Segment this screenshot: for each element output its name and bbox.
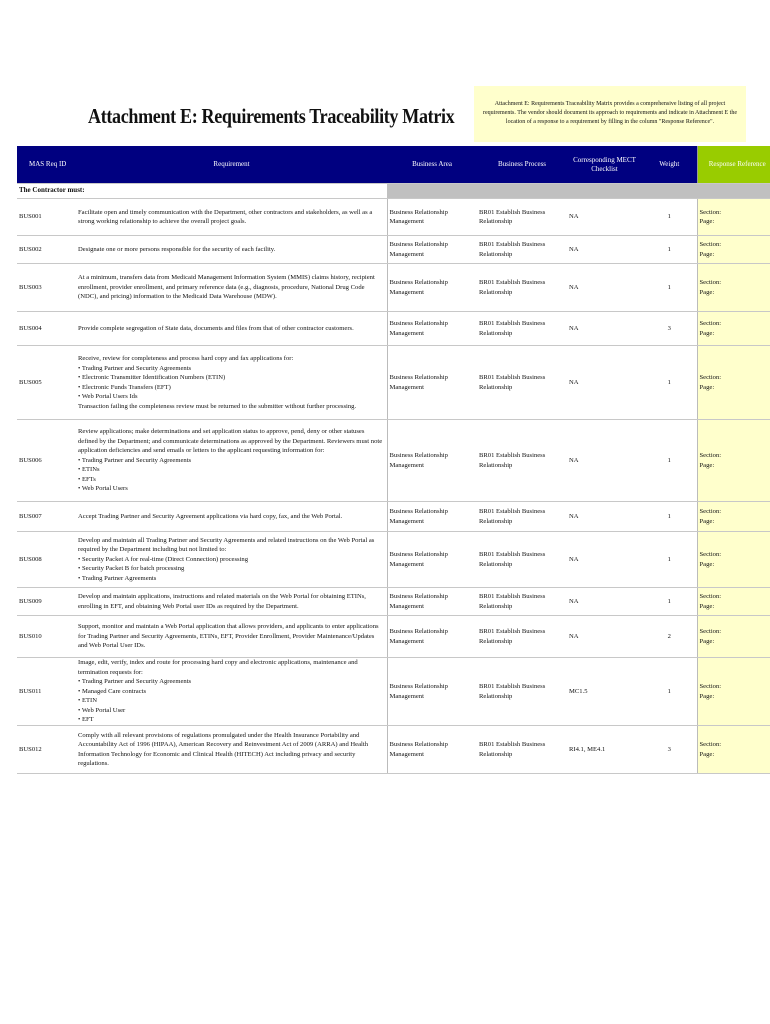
business-process-cell: BR01 Establish Business Relationship (477, 532, 567, 588)
response-reference-cell[interactable] (697, 346, 770, 420)
response-section-field[interactable]: Section: (699, 279, 722, 286)
business-area-cell: Business Relationship Management (387, 532, 477, 588)
business-process-cell: BR01 Establish Business Relationship (477, 264, 567, 312)
response-reference-cell[interactable] (697, 264, 770, 312)
requirement-cell (76, 532, 387, 588)
requirement-cell (76, 616, 387, 658)
req-id-cell: BUS004 (17, 312, 76, 346)
business-area-cell: Business Relationship Management (387, 346, 477, 420)
req-id-cell: BUS009 (17, 588, 76, 616)
requirement-cell (76, 236, 387, 264)
response-page-field[interactable]: Page: (699, 560, 715, 568)
requirement-line: • Web Portal Users (78, 485, 128, 493)
weight-cell: 1 (642, 532, 697, 588)
response-reference-cell[interactable] (697, 502, 770, 532)
req-id-cell: BUS011 (17, 658, 76, 726)
business-process-cell: BR01 Establish Business Relationship (477, 616, 567, 658)
section-label: The Contractor must: (17, 184, 387, 199)
business-area-cell: Business Relationship Management (387, 199, 477, 236)
response-page-field[interactable]: Page: (699, 637, 715, 645)
weight-cell: 3 (642, 726, 697, 774)
mect-checklist-cell: NA (567, 312, 642, 346)
weight-cell: 1 (642, 236, 697, 264)
response-section-field[interactable]: Section: (699, 320, 722, 327)
table-row (17, 726, 770, 774)
response-page-field[interactable]: Page: (699, 602, 715, 610)
response-page-field[interactable]: Page: (699, 329, 715, 337)
requirement-line: Receive, review for completeness and process hard copy and fax applications for: (78, 355, 294, 362)
req-id-cell: BUS010 (17, 616, 76, 658)
business-area-cell: Business Relationship Management (387, 588, 477, 616)
response-section-field[interactable]: Section: (699, 208, 722, 216)
section-grey-bar (387, 184, 770, 199)
requirement-line: Designate one or more persons responsible for the security of each facility. (78, 245, 276, 253)
mect-checklist-cell: NA (567, 264, 642, 312)
weight-cell: 1 (642, 420, 697, 502)
mect-checklist-cell: MC1.5 (567, 658, 642, 726)
requirement-line: Support, monitor and maintain a Web Portal application that allows providers, and applicants to enter applications for Trading Partner and Security Agreements, ETINs, EFT, Provider Enrollment, Provider Maintenance/Updates and Web Portal User IDs. (78, 623, 379, 650)
requirement-cell (76, 502, 387, 532)
table-row (17, 616, 770, 658)
response-reference-cell[interactable] (697, 420, 770, 502)
table-body (17, 199, 770, 774)
weight-cell: 1 (642, 588, 697, 616)
requirement-cell (76, 199, 387, 236)
business-area-cell: Business Relationship Management (387, 312, 477, 346)
response-page-field[interactable]: Page: (699, 461, 715, 469)
response-page-field[interactable]: Page: (699, 218, 715, 225)
mect-checklist-cell: NA (567, 502, 642, 532)
business-process-cell: BR01 Establish Business Relationship (477, 236, 567, 264)
table-row (17, 199, 770, 236)
weight-cell: 1 (642, 346, 697, 420)
business-process-cell: BR01 Establish Business Relationship (477, 346, 567, 420)
requirement-cell (76, 312, 387, 346)
response-page-field[interactable]: Page: (699, 250, 715, 258)
business-process-cell: BR01 Establish Business Relationship (477, 420, 567, 502)
business-process-cell: BR01 Establish Business Relationship (477, 658, 567, 726)
requirement-line: Review applications; make determinations and set application status to approve, pend, deny or other statuses defined by the Department; and communicate determinations as approved by the Department. Reviewers must note application deficiencies and send emails or letters to the applicant requesting information for: (78, 428, 383, 455)
requirement-line: • Trading Partner and Security Agreements (78, 456, 192, 464)
requirement-cell (76, 658, 387, 726)
table-row (17, 658, 770, 726)
business-area-cell: Business Relationship Management (387, 236, 477, 264)
requirement-line: • Web Portal User (78, 706, 126, 714)
weight-cell: 1 (642, 502, 697, 532)
business-process-cell: BR01 Establish Business Relationship (477, 312, 567, 346)
response-section-field[interactable]: Section: (699, 452, 722, 459)
response-reference-cell[interactable] (697, 588, 770, 616)
business-process-cell: BR01 Establish Business Relationship (477, 726, 567, 774)
mect-checklist-cell: NA (567, 532, 642, 588)
header-business-area: Business Area (387, 146, 477, 184)
business-process-cell: BR01 Establish Business Relationship (477, 588, 567, 616)
req-id-cell: BUS012 (17, 726, 76, 774)
response-section-field[interactable]: Section: (699, 628, 722, 635)
response-section-field[interactable]: Section: (699, 551, 722, 558)
header-req-id: MAS Req ID (17, 146, 76, 184)
requirement-line: Develop and maintain applications, instructions and related materials on the Web Portal for obtaining ETINs, enrolling in EFT, and obtaining Web Portal user IDs as required by the Department. (78, 593, 366, 610)
table-row (17, 236, 770, 264)
header-mect-checklist: Corresponding MECT Checklist (567, 146, 642, 184)
table-row (17, 346, 770, 420)
business-area-cell: Business Relationship Management (387, 726, 477, 774)
business-area-cell: Business Relationship Management (387, 420, 477, 502)
req-id-cell: BUS002 (17, 236, 76, 264)
mect-checklist-cell: NA (567, 588, 642, 616)
mect-checklist-cell: NA (567, 236, 642, 264)
instructions-note: Attachment E: Requirements Traceability Matrix provides a comprehensive listing of all project requirements. The vendor should document its approach to requirements and indicate in Attachment E the location of a response to a requirement by filling in the column "Response Reference". (474, 86, 746, 142)
table-row (17, 420, 770, 502)
requirement-line: At a minimum, transfers data from Medicaid Management Information System (MMIS) claims history, recipient enrollment, provider enrollment, and primary reference data (e.g., diagnosis, procedure, National Drug Code (NDC), and pricing) information to the Medicaid Data Warehouse (MDW). (78, 274, 375, 301)
requirement-line: • EFTs (78, 475, 96, 483)
requirement-line: Develop and maintain all Trading Partner and Security Agreements and related instructions on the Web Portal as required by the Department including but not limited to: (78, 536, 375, 554)
requirement-line: • Web Portal Users Ids (78, 393, 138, 400)
req-id-cell: BUS003 (17, 264, 76, 312)
requirement-line: • Security Packet A for real-time (Direct Connection) processing (78, 555, 249, 563)
table-row (17, 312, 770, 346)
header-response-reference: Response Reference (697, 146, 770, 184)
response-reference-cell[interactable] (697, 199, 770, 236)
response-page-field[interactable]: Page: (699, 517, 715, 525)
response-reference-cell[interactable] (697, 658, 770, 726)
requirement-line: • EFT (78, 716, 94, 724)
req-id-cell: BUS001 (17, 199, 76, 236)
response-page-field[interactable]: Page: (699, 383, 715, 391)
weight-cell: 3 (642, 312, 697, 346)
weight-cell: 1 (642, 199, 697, 236)
requirement-line: • Managed Care contracts (78, 687, 147, 695)
page-title: Attachment E: Requirements Traceability Matrix (88, 104, 455, 128)
response-reference-cell[interactable] (697, 616, 770, 658)
business-area-cell: Business Relationship Management (387, 502, 477, 532)
requirement-line: Accept Trading Partner and Security Agreement applications via hard copy, fax, and the Web Portal. (78, 512, 343, 520)
requirement-line: Transaction failing the completeness review must be returned to the submitter without further processing. (78, 402, 357, 410)
requirement-line: • Electronic Funds Transfers (EFT) (78, 383, 171, 391)
header-weight: Weight (642, 146, 697, 184)
business-process-cell: BR01 Establish Business Relationship (477, 199, 567, 236)
response-reference-cell[interactable] (697, 236, 770, 264)
requirement-line: • Electronic Transmitter Identification Numbers (ETIN) (78, 374, 226, 381)
requirement-line: • ETIN (78, 697, 97, 705)
requirement-line: Facilitate open and timely communication with the Department, other contractors and stakeholders, as well as a strong working relationship to achieve the overall project goals. (78, 208, 373, 225)
requirement-cell (76, 264, 387, 312)
response-section-field[interactable]: Section: (699, 241, 722, 248)
req-id-cell: BUS007 (17, 502, 76, 532)
requirement-line: • Trading Partner Agreements (78, 574, 157, 582)
requirement-cell (76, 346, 387, 420)
table-row (17, 588, 770, 616)
section-row (17, 184, 770, 199)
response-section-field[interactable]: Section: (699, 593, 722, 600)
weight-cell: 1 (642, 658, 697, 726)
requirement-line: • ETINs (78, 466, 100, 474)
req-id-cell: BUS005 (17, 346, 76, 420)
table-row (17, 502, 770, 532)
table-row (17, 264, 770, 312)
header-business-process: Business Process (477, 146, 567, 184)
mect-checklist-cell: RI4.1, ME4.1 (567, 726, 642, 774)
response-page-field[interactable]: Page: (699, 288, 715, 296)
weight-cell: 2 (642, 616, 697, 658)
requirement-line: Image, edit, verify, index and route for processing hard copy and electronic applications, maintenance and termination requests for: (78, 659, 358, 676)
response-page-field[interactable]: Page: (699, 750, 715, 758)
requirement-cell (76, 726, 387, 774)
table-header-row (17, 146, 770, 184)
response-page-field[interactable]: Page: (699, 692, 715, 700)
business-process-cell: BR01 Establish Business Relationship (477, 502, 567, 532)
requirement-cell (76, 420, 387, 502)
response-section-field[interactable]: Section: (699, 741, 722, 748)
requirement-line: • Trading Partner and Security Agreements (78, 364, 192, 372)
mect-checklist-cell: NA (567, 199, 642, 236)
req-id-cell: BUS006 (17, 420, 76, 502)
requirement-cell (76, 588, 387, 616)
response-reference-cell[interactable] (697, 312, 770, 346)
mect-checklist-cell: NA (567, 420, 642, 502)
requirement-line: Provide complete segregation of State data, documents and files from that of other contractor customers. (78, 324, 354, 332)
mect-checklist-cell: NA (567, 346, 642, 420)
response-section-field[interactable]: Section: (699, 683, 722, 690)
response-reference-cell[interactable] (697, 726, 770, 774)
requirement-line: • Trading Partner and Security Agreements (78, 678, 192, 686)
header-requirement: Requirement (76, 146, 387, 184)
traceability-matrix-table (17, 146, 770, 774)
requirement-line: Comply with all relevant provisions of regulations promulgated under the Health Insurance Portability and Accountability Act of 1996 (HIPAA), American Recovery and Reinvestment Act of 2009 (ARRA) and Health Information Technology for Economic and Clinical Health (HITECH) Act including privacy and security regulations. (78, 731, 369, 767)
requirement-line: • Security Packet B for batch processing (78, 565, 185, 573)
response-reference-cell[interactable] (697, 532, 770, 588)
business-area-cell: Business Relationship Management (387, 658, 477, 726)
business-area-cell: Business Relationship Management (387, 616, 477, 658)
response-section-field[interactable]: Section: (699, 508, 722, 515)
response-section-field[interactable]: Section: (699, 374, 722, 381)
table-row (17, 532, 770, 588)
business-area-cell: Business Relationship Management (387, 264, 477, 312)
req-id-cell: BUS008 (17, 532, 76, 588)
mect-checklist-cell: NA (567, 616, 642, 658)
weight-cell: 1 (642, 264, 697, 312)
